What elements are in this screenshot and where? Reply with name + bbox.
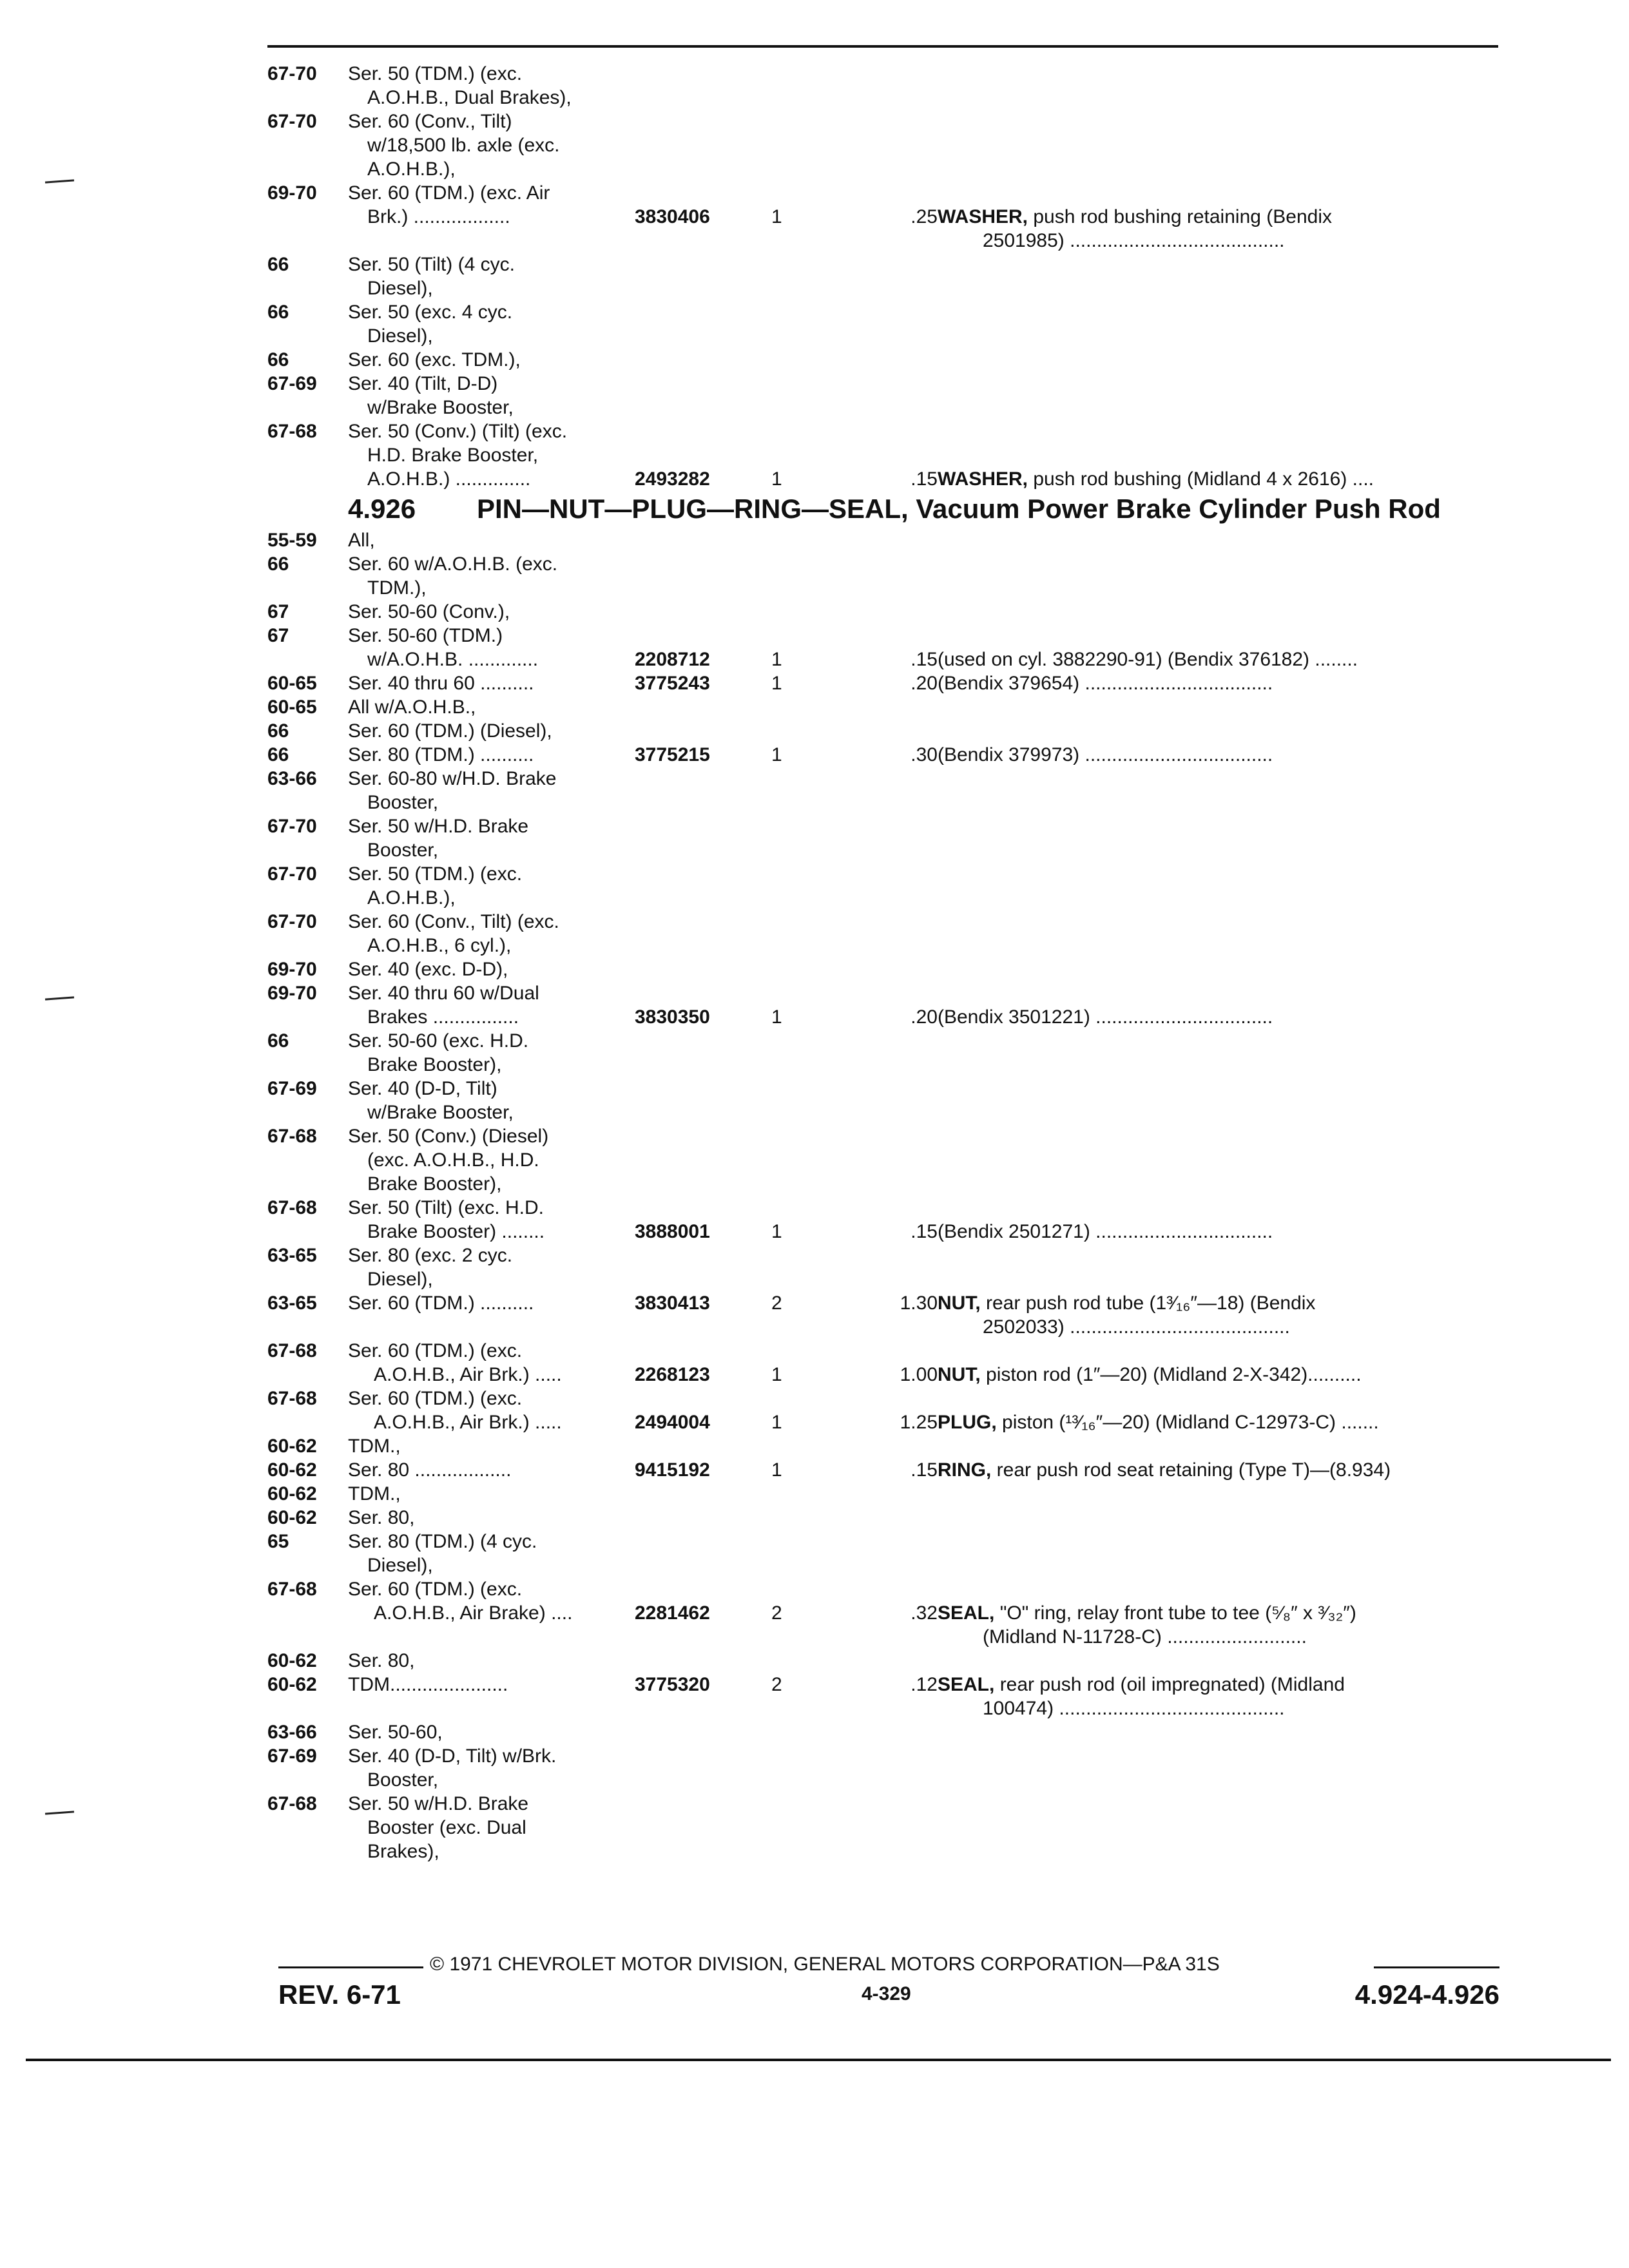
part-number: 3775320 [635, 1674, 710, 1695]
table-row [267, 1673, 1505, 1696]
model-application: A.O.H.B., Dual Brakes), [367, 87, 572, 108]
model-application: A.O.H.B., 6 cyl.), [367, 935, 512, 956]
list-price: 1.25 [900, 1412, 938, 1433]
top-rule [267, 45, 1498, 48]
table-row [267, 1363, 1505, 1387]
table-row [267, 1196, 1505, 1220]
part-number: 3775243 [635, 673, 710, 694]
table-row [267, 1506, 1505, 1530]
description-text: push rod bushing (Midland 4 x 2616) .... [1028, 468, 1374, 490]
table-row [267, 205, 1505, 229]
table-row [267, 552, 1505, 576]
model-application: A.O.H.B.), [367, 887, 456, 908]
quantity: 1 [771, 1459, 782, 1481]
part-description [938, 467, 1374, 491]
model-application: Ser. 80 .................. [348, 1459, 512, 1481]
table-row [267, 1410, 1505, 1434]
table-row [267, 324, 1505, 348]
model-year: 66 [267, 1030, 289, 1052]
model-application: A.O.H.B., Air Brk.) ..... [374, 1364, 562, 1385]
model-year: 60-62 [267, 1507, 317, 1528]
model-application: w/A.O.H.B. ............. [367, 649, 539, 670]
table-row [267, 695, 1505, 719]
table-row [267, 1458, 1505, 1482]
model-year: 66 [267, 553, 289, 575]
part-number: 3888001 [635, 1221, 710, 1242]
model-year: 67-68 [267, 1126, 317, 1147]
description-text: (Bendix 3501221) ................................. [938, 1006, 1273, 1028]
list-price: .20 [911, 673, 938, 694]
table-row [267, 1625, 1505, 1649]
model-year: 67-68 [267, 1579, 317, 1600]
model-year: 67-70 [267, 63, 317, 84]
model-year: 67-68 [267, 1340, 317, 1361]
model-application: w/Brake Booster, [367, 397, 514, 418]
model-application: Ser. 40 (Tilt, D-D) [348, 373, 498, 394]
model-year: 67-68 [267, 1793, 317, 1814]
model-application: (exc. A.O.H.B., H.D. [367, 1149, 539, 1171]
model-year: 60-65 [267, 673, 317, 694]
table-row [267, 814, 1505, 838]
model-application: Ser. 40 (D-D, Tilt) w/Brk. [348, 1745, 557, 1767]
model-year: 67-70 [267, 911, 317, 932]
model-application: TDM...................... [348, 1674, 508, 1695]
part-number: 9415192 [635, 1459, 710, 1481]
list-price: .15 [911, 649, 938, 670]
quantity: 1 [771, 649, 782, 670]
model-application: Ser. 50 w/H.D. Brake [348, 816, 529, 837]
description-text: piston rod (1″—20) (Midland 2-X-342).......... [980, 1364, 1362, 1385]
part-name: SEAL, [938, 1602, 995, 1624]
table-row [267, 576, 1505, 600]
model-application: Diesel), [367, 325, 433, 347]
model-application: Ser. 60-80 w/H.D. Brake [348, 768, 557, 789]
model-application: Ser. 50-60, [348, 1722, 443, 1743]
model-application: TDM., [348, 1483, 401, 1504]
part-description [938, 1220, 1273, 1244]
table-row [267, 1244, 1505, 1267]
model-application: Ser. 40 (D-D, Tilt) [348, 1078, 497, 1099]
model-application: Brake Booster), [367, 1054, 502, 1075]
table-row [267, 1339, 1505, 1363]
model-year: 66 [267, 302, 289, 323]
table-row [267, 300, 1505, 324]
list-price: .15 [911, 1459, 938, 1481]
model-application: Diesel), [367, 1269, 433, 1290]
table-row [267, 981, 1505, 1005]
part-number: 2281462 [635, 1602, 710, 1624]
table-row [267, 671, 1505, 695]
page-number: 4-329 [862, 1983, 911, 2004]
footer-rule [278, 1966, 423, 1968]
description-text: 2501985) ........................................ [983, 230, 1285, 251]
model-year: 67-69 [267, 1745, 317, 1767]
model-application: Ser. 60 (TDM.) (exc. [348, 1340, 523, 1361]
model-application: Ser. 60 (TDM.) (exc. [348, 1579, 523, 1600]
table-row [267, 1148, 1505, 1172]
table-row [267, 157, 1505, 181]
model-application: Ser. 50 (TDM.) (exc. [348, 863, 523, 885]
copyright-notice: © 1971 CHEVROLET MOTOR DIVISION, GENERAL MOTORS CORPORATION—P&A 31S [430, 1954, 1220, 1975]
quantity: 1 [771, 673, 782, 694]
model-application: Diesel), [367, 1555, 433, 1576]
table-row [267, 253, 1505, 276]
table-row [267, 396, 1505, 419]
model-application: A.O.H.B., Air Brk.) ..... [374, 1412, 562, 1433]
table-row [267, 443, 1505, 467]
model-application: Diesel), [367, 278, 433, 299]
description-text: (Bendix 379973) ................................... [938, 744, 1273, 765]
table-row [267, 1816, 1505, 1840]
parts-listing [267, 62, 1505, 1863]
quantity: 1 [771, 1412, 782, 1433]
part-name: NUT, [938, 1293, 981, 1314]
model-application: Ser. 80 (exc. 2 cyc. [348, 1245, 513, 1266]
table-row [267, 528, 1505, 552]
table-row [267, 743, 1505, 767]
model-year: 60-62 [267, 1436, 317, 1457]
model-year: 60-62 [267, 1650, 317, 1671]
model-application: Ser. 60 (TDM.) (exc. [348, 1388, 523, 1409]
table-row [267, 862, 1505, 886]
table-row [267, 133, 1505, 157]
section-title: PIN—NUT—PLUG—RING—SEAL, Vacuum Power Brake Cylinder Push Rod [477, 494, 1441, 524]
model-application: Ser. 50 w/H.D. Brake [348, 1793, 529, 1814]
model-application: Brakes ................ [367, 1006, 519, 1028]
table-row [267, 1601, 1505, 1625]
part-name: RING, [938, 1459, 992, 1481]
quantity: 1 [771, 1221, 782, 1242]
model-application: Ser. 50 (Conv.) (Diesel) [348, 1126, 549, 1147]
model-year: 60-62 [267, 1459, 317, 1481]
model-application: Ser. 60 (TDM.) (Diesel), [348, 720, 552, 742]
part-description [938, 1291, 1315, 1315]
part-description [983, 1625, 1307, 1649]
table-row [267, 1434, 1505, 1458]
model-application: Booster, [367, 840, 439, 861]
washer-entries [267, 62, 1505, 491]
table-row [267, 1792, 1505, 1816]
table-row [267, 1744, 1505, 1768]
model-year: 63-65 [267, 1245, 317, 1266]
model-application: Ser. 80 (TDM.) .......... [348, 744, 534, 765]
part-description [938, 1363, 1362, 1387]
table-row [267, 1696, 1505, 1720]
table-row [267, 419, 1505, 443]
table-row [267, 910, 1505, 934]
model-year: 67 [267, 625, 289, 646]
part-name: WASHER, [938, 206, 1028, 227]
description-text: (Bendix 2501271) ................................. [938, 1221, 1273, 1242]
table-row [267, 1553, 1505, 1577]
table-row [267, 934, 1505, 957]
model-application: TDM.), [367, 577, 427, 599]
model-application: Ser. 80 (TDM.) (4 cyc. [348, 1531, 537, 1552]
table-row [267, 1077, 1505, 1100]
section-range: 4.924-4.926 [1354, 1979, 1499, 2010]
table-row [267, 1291, 1505, 1315]
description-text: rear push rod (oil impregnated) (Midland [994, 1674, 1345, 1695]
model-application: Brakes), [367, 1841, 439, 1862]
part-name: PLUG, [938, 1412, 997, 1433]
model-year: 65 [267, 1531, 289, 1552]
list-price: .20 [911, 1006, 938, 1028]
table-row [267, 1482, 1505, 1506]
list-price: .15 [911, 468, 938, 490]
model-year: 69-70 [267, 959, 317, 980]
part-number: 3830406 [635, 206, 710, 227]
table-row [267, 1530, 1505, 1553]
table-row [267, 1577, 1505, 1601]
model-year: 60-62 [267, 1483, 317, 1504]
quantity: 2 [771, 1293, 782, 1314]
model-application: All, [348, 530, 375, 551]
model-year: 63-65 [267, 1293, 317, 1314]
table-row [267, 838, 1505, 862]
part-description [938, 1410, 1379, 1434]
description-text: 100474) .......................................... [983, 1698, 1285, 1719]
table-row [267, 86, 1505, 110]
list-price: .30 [911, 744, 938, 765]
model-application: Booster, [367, 792, 439, 813]
model-year: 69-70 [267, 983, 317, 1004]
table-row [267, 886, 1505, 910]
section-heading [267, 491, 1505, 528]
table-row [267, 1100, 1505, 1124]
description-text: (Bendix 379654) ................................... [938, 673, 1273, 694]
model-year: 60-65 [267, 697, 317, 718]
revision-label: REV. 6-71 [278, 1979, 401, 2010]
binder-mark [45, 1811, 74, 1814]
table-row [267, 1840, 1505, 1863]
model-application: Ser. 80, [348, 1507, 415, 1528]
model-application: Ser. 60 (Conv., Tilt) [348, 111, 512, 132]
model-application: Ser. 50 (Conv.) (Tilt) (exc. [348, 421, 568, 442]
model-application: Ser. 60 (TDM.) .......... [348, 1293, 534, 1314]
section-number: 4.926 [348, 494, 416, 524]
list-price: 1.30 [900, 1293, 938, 1314]
model-application: All w/A.O.H.B., [348, 697, 476, 718]
binder-mark [45, 179, 74, 183]
table-row [267, 276, 1505, 300]
table-row [267, 1005, 1505, 1029]
model-application: Ser. 60 w/A.O.H.B. (exc. [348, 553, 558, 575]
part-description [983, 1315, 1290, 1339]
model-year: 67-70 [267, 863, 317, 885]
table-row [267, 1387, 1505, 1410]
model-application: Booster (exc. Dual [367, 1817, 526, 1838]
list-price: .15 [911, 1221, 938, 1242]
quantity: 1 [771, 468, 782, 490]
model-year: 66 [267, 744, 289, 765]
description-text: 2502033) ......................................... [983, 1316, 1290, 1338]
bottom-rule [26, 2059, 1611, 2061]
table-row [267, 229, 1505, 253]
model-year: 67-70 [267, 816, 317, 837]
part-description [983, 1696, 1285, 1720]
model-application: A.O.H.B.) .............. [367, 468, 531, 490]
footer-rule [1374, 1966, 1499, 1968]
model-application: TDM., [348, 1436, 401, 1457]
model-application: Ser. 40 thru 60 w/Dual [348, 983, 539, 1004]
model-year: 66 [267, 720, 289, 742]
table-row [267, 1720, 1505, 1744]
list-price: .25 [911, 206, 938, 227]
part-number: 2494004 [635, 1412, 710, 1433]
quantity: 2 [771, 1602, 782, 1624]
table-row [267, 1649, 1505, 1673]
part-description [938, 648, 1358, 671]
quantity: 1 [771, 1006, 782, 1028]
binder-mark [45, 996, 74, 1000]
model-application: Ser. 40 (exc. D-D), [348, 959, 508, 980]
model-year: 67-68 [267, 1197, 317, 1218]
model-application: Ser. 80, [348, 1650, 415, 1671]
model-application: Ser. 50 (exc. 4 cyc. [348, 302, 513, 323]
list-price: .32 [911, 1602, 938, 1624]
model-year: 69-70 [267, 182, 317, 204]
part-description [938, 1601, 1356, 1625]
list-price: 1.00 [900, 1364, 938, 1385]
model-application: Ser. 60 (exc. TDM.), [348, 349, 521, 370]
part-name: NUT, [938, 1364, 981, 1385]
model-year: 63-66 [267, 768, 317, 789]
page-footer [278, 1952, 1499, 2010]
model-application: Brake Booster) ........ [367, 1221, 545, 1242]
table-row [267, 1029, 1505, 1053]
table-row [267, 648, 1505, 671]
part-description [983, 229, 1285, 253]
model-application: Brake Booster), [367, 1173, 502, 1195]
model-year: 63-66 [267, 1722, 317, 1743]
model-year: 66 [267, 254, 289, 275]
table-row [267, 1267, 1505, 1291]
model-application: Ser. 50-60 (TDM.) [348, 625, 503, 646]
table-row [267, 957, 1505, 981]
model-application: Ser. 50 (TDM.) (exc. [348, 63, 523, 84]
table-row [267, 719, 1505, 743]
description-text: rear push rod seat retaining (Type T)—(8.934) [991, 1459, 1391, 1481]
quantity: 1 [771, 1364, 782, 1385]
table-row [267, 1053, 1505, 1077]
table-row [267, 1220, 1505, 1244]
model-application: Ser. 60 (Conv., Tilt) (exc. [348, 911, 559, 932]
quantity: 1 [771, 744, 782, 765]
part-description [938, 1005, 1273, 1029]
table-row [267, 372, 1505, 396]
model-year: 67-68 [267, 1388, 317, 1409]
table-row [267, 767, 1505, 791]
description-text: rear push rod tube (1³⁄₁₆″—18) (Bendix [980, 1293, 1316, 1314]
model-application: w/Brake Booster, [367, 1102, 514, 1123]
part-number: 3830413 [635, 1293, 710, 1314]
table-row [267, 348, 1505, 372]
table-row [267, 110, 1505, 133]
part-name: WASHER, [938, 468, 1028, 490]
quantity: 2 [771, 1674, 782, 1695]
model-year: 67-70 [267, 111, 317, 132]
push-rod-entries [267, 528, 1505, 1863]
model-application: A.O.H.B., Air Brake) .... [374, 1602, 573, 1624]
quantity: 1 [771, 206, 782, 227]
model-year: 55-59 [267, 530, 317, 551]
part-description [938, 1458, 1391, 1482]
model-year: 60-62 [267, 1674, 317, 1695]
table-row [267, 467, 1505, 491]
part-number: 2208712 [635, 649, 710, 670]
model-application: Ser. 50-60 (Conv.), [348, 601, 510, 622]
part-number: 2493282 [635, 468, 710, 490]
description-text: "O" ring, relay front tube to tee (⁵⁄₈″ x ³⁄₃₂″) [994, 1602, 1356, 1624]
part-description [938, 743, 1273, 767]
description-text: (used on cyl. 3882290-91) (Bendix 376182) ........ [938, 649, 1358, 670]
model-application: Booster, [367, 1769, 439, 1791]
model-year: 67-68 [267, 421, 317, 442]
part-number: 3775215 [635, 744, 710, 765]
model-application: Ser. 50 (Tilt) (exc. H.D. [348, 1197, 544, 1218]
part-name: SEAL, [938, 1674, 995, 1695]
model-application: H.D. Brake Booster, [367, 445, 539, 466]
model-year: 67 [267, 601, 289, 622]
model-application: Ser. 50 (Tilt) (4 cyc. [348, 254, 515, 275]
model-application: Ser. 60 (TDM.) (exc. Air [348, 182, 550, 204]
model-year: 66 [267, 349, 289, 370]
list-price: .12 [911, 1674, 938, 1695]
model-application: A.O.H.B.), [367, 159, 456, 180]
model-year: 67-69 [267, 373, 317, 394]
table-row [267, 181, 1505, 205]
table-row [267, 1768, 1505, 1792]
model-year: 67-69 [267, 1078, 317, 1099]
part-description [938, 671, 1273, 695]
model-application: w/18,500 lb. axle (exc. [367, 135, 560, 156]
description-text: push rod bushing retaining (Bendix [1028, 206, 1332, 227]
description-text: (Midland N-11728-C) .......................... [983, 1626, 1307, 1648]
model-application: Brk.) .................. [367, 206, 510, 227]
part-description [938, 205, 1332, 229]
table-row [267, 600, 1505, 624]
table-row [267, 624, 1505, 648]
table-row [267, 791, 1505, 814]
table-row [267, 1172, 1505, 1196]
table-row [267, 1315, 1505, 1339]
part-number: 2268123 [635, 1364, 710, 1385]
part-number: 3830350 [635, 1006, 710, 1028]
part-description [938, 1673, 1345, 1696]
model-application: Ser. 50-60 (exc. H.D. [348, 1030, 529, 1052]
table-row [267, 62, 1505, 86]
description-text: piston (¹³⁄₁₆″—20) (Midland C-12973-C) ....... [996, 1412, 1379, 1433]
model-application: Ser. 40 thru 60 .......... [348, 673, 534, 694]
table-row [267, 1124, 1505, 1148]
